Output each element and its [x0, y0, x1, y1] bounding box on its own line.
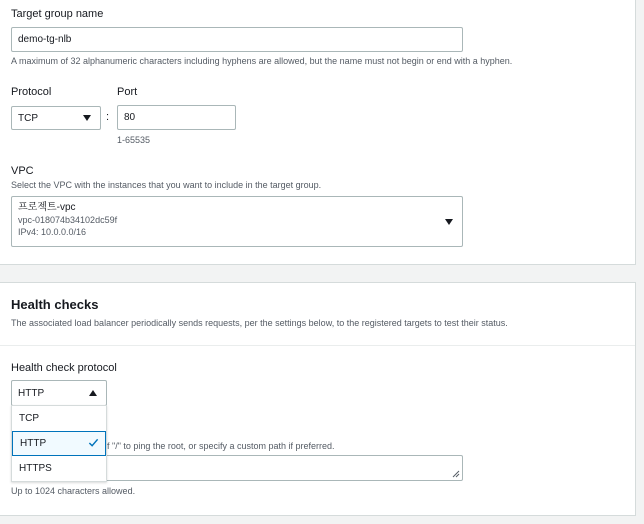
- health-checks-description: The associated load balancer periodically sends requests, per the settings below, to the registered targets to test their status.: [11, 318, 508, 328]
- vpc-cidr: IPv4: 10.0.0.0/16: [18, 227, 87, 237]
- resize-handle-icon[interactable]: [452, 470, 460, 478]
- target-group-panel: [0, 0, 636, 265]
- dropdown-option-http[interactable]: [12, 431, 106, 456]
- dropdown-option-https[interactable]: [12, 456, 106, 481]
- port-hint: 1-65535: [117, 135, 151, 145]
- health-check-protocol-select[interactable]: [11, 380, 107, 406]
- target-group-name-value: demo-tg-nlb: [18, 34, 72, 45]
- health-check-path-input[interactable]: [100, 455, 463, 481]
- vpc-label: VPC: [11, 165, 34, 177]
- port-value: 80: [124, 112, 136, 123]
- check-icon: [88, 437, 99, 448]
- target-group-name-label: Target group name: [11, 8, 104, 20]
- health-check-path-hint: f "/" to ping the root, or specify a custom path if preferred.: [107, 441, 335, 451]
- health-checks-title: Health checks: [11, 297, 99, 312]
- section-divider: [0, 345, 635, 346]
- health-check-protocol-label: Health check protocol: [11, 362, 117, 374]
- vpc-name: 프로젝트-vpc: [18, 202, 76, 213]
- health-check-protocol-value: HTTP: [18, 387, 45, 399]
- port-input[interactable]: [117, 105, 236, 130]
- dropdown-option-tcp[interactable]: [12, 406, 106, 431]
- vpc-hint: Select the VPC with the instances that you want to include in the target group.: [11, 180, 322, 190]
- option-label: HTTP: [20, 438, 47, 449]
- chevron-down-icon: [445, 219, 453, 225]
- protocol-label: Protocol: [11, 86, 52, 98]
- option-label: TCP: [19, 413, 39, 424]
- health-check-path-limit: Up to 1024 characters allowed.: [11, 486, 136, 496]
- chevron-down-icon: [83, 115, 91, 121]
- target-group-name-hint: A maximum of 32 alphanumeric characters including hyphens are allowed, but the name must not begin or end with a hyphen.: [11, 56, 513, 66]
- port-label: Port: [117, 86, 138, 98]
- protocol-port-separator: :: [106, 111, 110, 123]
- option-label: HTTPS: [19, 463, 52, 474]
- vpc-select[interactable]: [11, 196, 463, 247]
- vpc-id: vpc-018074b34102dc59f: [18, 215, 118, 225]
- health-check-protocol-dropdown: [11, 405, 107, 482]
- target-group-name-input[interactable]: [11, 27, 463, 52]
- chevron-up-icon: [89, 390, 97, 396]
- protocol-select[interactable]: [11, 106, 101, 130]
- protocol-value: TCP: [18, 112, 38, 124]
